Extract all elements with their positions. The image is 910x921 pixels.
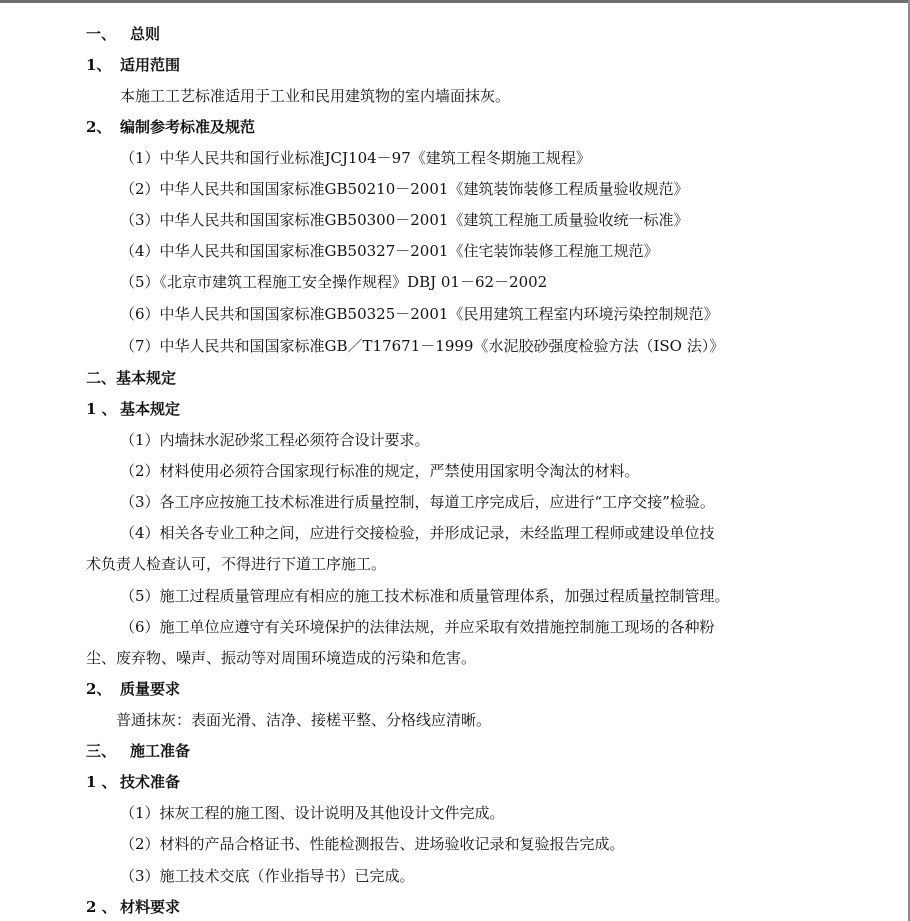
- section-heading-general: 一、 总则: [86, 25, 161, 43]
- rule-item: （5）施工过程质量管理应有相应的施工技术标准和质量管理体系，加强过程质量控制管理。: [120, 587, 730, 605]
- subheading-quality: 2、 质量要求: [86, 680, 181, 698]
- rule-item: （6）施工单位应遵守有关环境保护的法律法规，并应采取有效措施控制施工现场的各种粉: [120, 618, 715, 636]
- scope-paragraph: 本施工工艺标准适用于工业和民用建筑物的室内墙面抹灰。: [120, 87, 511, 105]
- rule-item: （2）材料使用必须符合国家现行标准的规定，严禁使用国家明令淘汰的材料。: [120, 462, 640, 480]
- subheading-scope: 1、 适用范围: [86, 56, 181, 74]
- subheading-references: 2、 编制参考标准及规范: [86, 118, 256, 136]
- section-heading-basic-rules: 二、基本规定: [86, 369, 177, 387]
- reference-item: （6）中华人民共和国国家标准GB50325－2001《民用建筑工程室内环境污染控制规范》: [120, 305, 719, 323]
- subheading-materials: 2 、 材料要求: [86, 898, 181, 916]
- reference-item: （5）《北京市建筑工程施工安全操作规程》DBJ 01－62－2002: [120, 273, 548, 291]
- technical-item: （2）材料的产品合格证书、性能检测报告、进场验收记录和复验报告完成。: [120, 835, 625, 853]
- subheading-technical: 1 、 技术准备: [86, 773, 181, 791]
- reference-item: （7）中华人民共和国国家标准GB／T17671－1999《水泥胶砂强度检验方法（ISO 法）》: [120, 337, 725, 355]
- rule-item-continued: 术负责人检查认可，不得进行下道工序施工。: [86, 555, 387, 573]
- reference-item: （3）中华人民共和国国家标准GB50300－2001《建筑工程施工质量验收统一标准》: [120, 211, 689, 229]
- reference-item: （1）中华人民共和国行业标准JCJ104－97《建筑工程冬期施工规程》: [120, 149, 591, 167]
- quality-paragraph: 普通抹灰：表面光滑、洁净、接槎平整、分格线应清晰。: [116, 711, 492, 729]
- technical-item: （1）抹灰工程的施工图、设计说明及其他设计文件完成。: [120, 804, 505, 822]
- subheading-basic-rules: 1 、 基本规定: [86, 400, 181, 418]
- rule-item: （1）内墙抹水泥砂浆工程必须符合设计要求。: [120, 431, 430, 449]
- technical-item: （3）施工技术交底（作业指导书）已完成。: [120, 867, 415, 885]
- rule-item: （4）相关各专业工种之间，应进行交接检验，并形成记录，未经监理工程师或建设单位技: [120, 524, 715, 542]
- rule-item: （3）各工序应按施工技术标准进行质量控制，每道工序完成后，应进行“工序交接”检验。: [120, 493, 715, 511]
- reference-item: （2）中华人民共和国国家标准GB50210－2001《建筑装饰装修工程质量验收规范》: [120, 180, 689, 198]
- rule-item-continued: 尘、废弃物、噪声、振动等对周围环境造成的污染和危害。: [86, 649, 477, 667]
- section-heading-preparation: 三、 施工准备: [86, 742, 191, 760]
- reference-item: （4）中华人民共和国国家标准GB50327－2001《住宅装饰装修工程施工规范》: [120, 242, 659, 260]
